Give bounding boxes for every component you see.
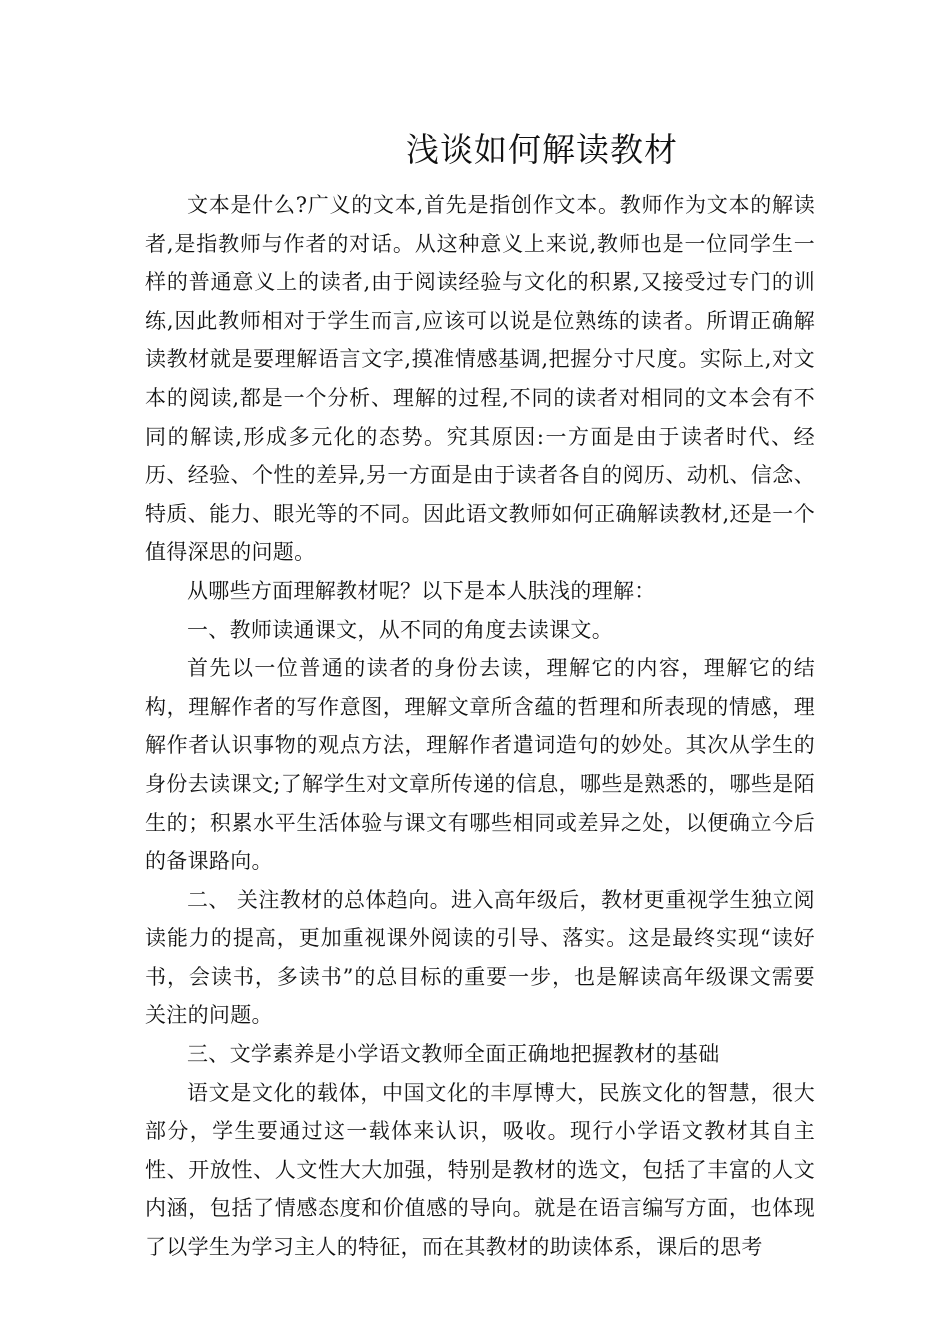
document-title: 浅谈如何解读教材: [406, 130, 678, 169]
document-body: [145, 186, 815, 1267]
paragraph-text-definition: 文本是什么?广义的文本,首先是指创作文本。教师作为文本的解读者,是指教师与作者的对话。从这种意义上来说,教师也是一位同学生一样的普通意义上的读者,由于阅读经验与文化的积累,又接受过专门的训练,因此教师相对于学生而言,应该可以说是位熟练的读者。所谓正确解读教材就是要理解语言文字,摸准情感基调,把握分寸尺度。实际上,对文本的阅读,都是一个分析、理解的过程,不同的读者对相同的文本会有不同的解读,形成多元化的态势。究其原因:一方面是由于读者时代、经历、经验、个性的差异,另一方面是由于读者各自的阅历、动机、信念、特质、能力、眼光等的不同。因此语文教师如何正确解读教材,还是一个值得深思的问题。: [145, 193, 815, 565]
paragraph-section-1: 首先以一位普通的读者的身份去读，理解它的内容，理解它的结构，理解作者的写作意图，理解文章所含蕴的哲理和所表现的情感，理解作者认识事物的观点方法，理解作者遣词造句的妙处。其次从学生的身份去读课文;了解学生对文章所传递的信息，哪些是熟悉的，哪些是陌生的；积累水平生活体验与课文有哪些相同或差异之处，以便确立今后的备课路向。: [145, 656, 815, 874]
paragraph-intro-question: 从哪些方面理解教材呢？以下是本人肤浅的理解：: [187, 578, 656, 603]
section-heading-1: 一、教师读通课文，从不同的角度去读课文。: [187, 617, 613, 642]
paragraph-section-3: 语文是文化的载体，中国文化的丰厚博大，民族文化的智慧，很大部分，学生要通过这一载体来认识，吸收。现行小学语文教材其自主性、开放性、人文性大大加强，特别是教材的选文，包括了丰富的人文内涵，包括了情感态度和价值感的导向。就是在语言编写方面，也体现了以学生为学习主人的特征，而在其教材的助读体系，课后的思考: [145, 1080, 815, 1260]
section-heading-3: 三、文学素养是小学语文教师全面正确地把握教材的基础: [187, 1042, 720, 1067]
paragraph-section-2: 二、 关注教材的总体趋向。进入高年级后，教材更重视学生独立阅读能力的提高，更加重视课外阅读的引导、落实。这是最终实现“读好书，会读书，多读书”的总目标的重要一步，也是解读高年级课文需要关注的问题。: [145, 887, 815, 1028]
